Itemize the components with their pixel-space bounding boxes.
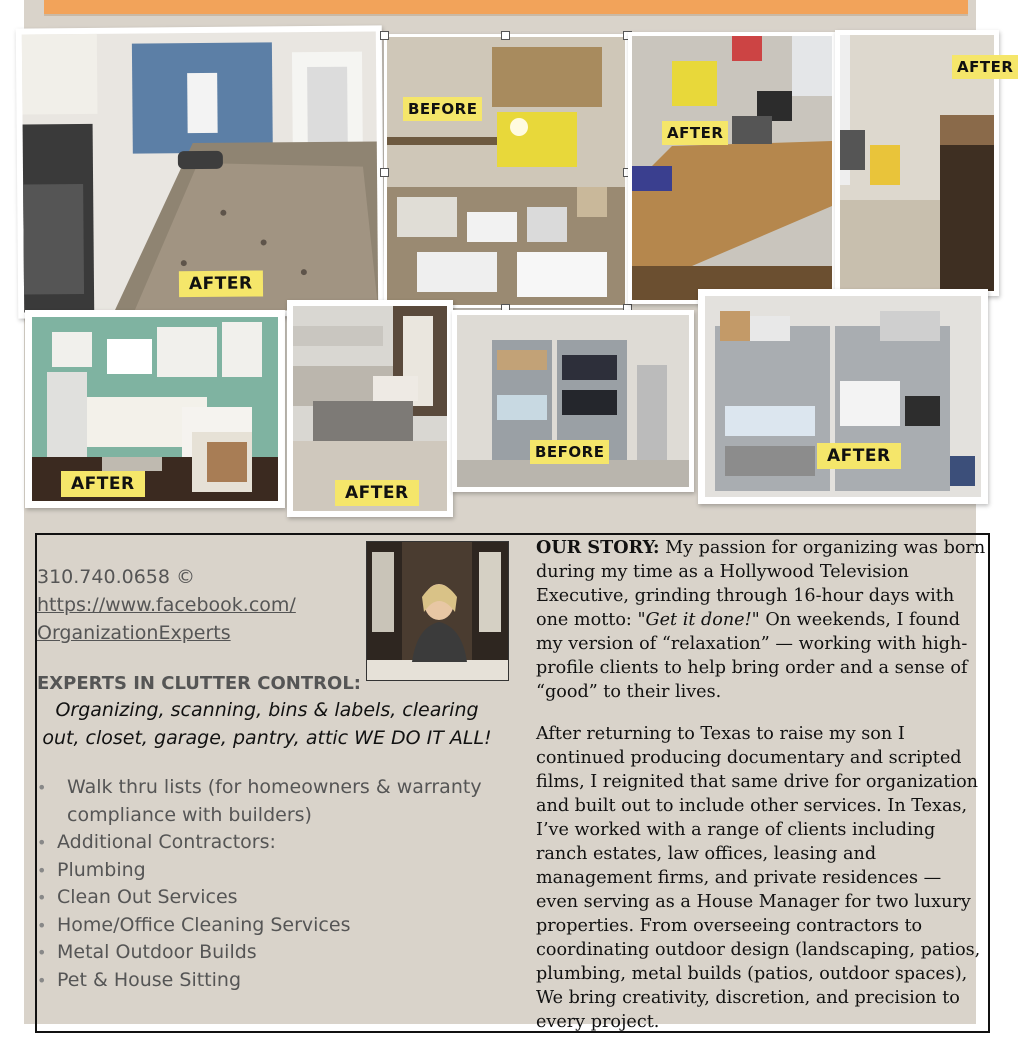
story-paragraph-1 (536, 536, 986, 704)
office-before-illustration (387, 37, 625, 305)
kitchen-workspace-image (293, 306, 447, 511)
owner-portrait (366, 541, 509, 681)
list-item: • Home/Office Cleaning Services (37, 912, 497, 940)
list-item: • Walk thru lists (for homeowners & warranty compliance with builders) (37, 774, 497, 829)
selection-handle[interactable] (380, 168, 389, 177)
tag-after: AFTER (817, 443, 901, 469)
phone-number[interactable]: 310.740.0658 © (37, 566, 196, 588)
list-item: • Pet & House Sitting (37, 967, 497, 995)
tag-after: AFTER (335, 480, 419, 506)
portrait-illustration (367, 542, 508, 680)
selection-handle[interactable] (501, 31, 510, 40)
tag-after: AFTER (952, 55, 1018, 79)
garage-after-image (705, 296, 981, 497)
kitchen-island-image (22, 31, 378, 312)
list-item: • Plumbing (37, 857, 497, 885)
photo-office-after (628, 32, 836, 304)
garage-before-image (457, 315, 689, 487)
photo-garage-after (698, 289, 988, 504)
hallway-after-image (840, 35, 1014, 291)
tag-after: AFTER (179, 270, 263, 297)
tag-before: BEFORE (530, 440, 609, 464)
photo-garage-before (452, 310, 694, 492)
office-after-illustration (632, 36, 832, 300)
facebook-link-line2[interactable]: OrganizationExperts (37, 622, 231, 644)
photo-office-before (384, 34, 628, 308)
our-story (536, 536, 986, 1052)
photo-kitchen-island (16, 25, 385, 318)
photo-hallway-after (835, 30, 1014, 296)
tag-after: AFTER (662, 121, 728, 145)
photo-teal-kitchen (25, 310, 285, 508)
list-item: • Clean Out Services (37, 884, 497, 912)
top-banner (44, 0, 968, 16)
story-text: On weekends, I found my version of “relaxation” — working with high-profile clients to help bring order and a sense of “good” to their lives. (536, 610, 968, 702)
list-item: • Additional Contractors: (37, 829, 497, 857)
story-title: OUR STORY: (536, 537, 660, 558)
office-before-image (387, 37, 625, 305)
services-list (37, 774, 497, 994)
selection-handle[interactable] (380, 31, 389, 40)
experts-description: Organizing, scanning, bins & labels, clearing out, closet, garage, pantry, attic WE DO IT ALL! (42, 699, 492, 749)
story-paragraph-2: After returning to Texas to raise my son I continued producing documentary and scripted films, I reignited that same drive for organization and built out to include other services. In Texas, I’ve worked with a range of clients including ranch estates, law offices, leasing and management firms, and private residences — even serving as a House Manager for two luxury properties. From overseeing contractors to coordinating outdoor design (landscaping, patios, plumbing, metal builds (patios, outdoor spaces), We bring creativity, discretion, and precision to every project. (536, 724, 981, 1032)
office-after-image (632, 36, 832, 300)
experts-title: EXPERTS IN CLUTTER CONTROL: (37, 673, 361, 694)
photo-kitchen-workspace (287, 300, 453, 517)
teal-kitchen-image (32, 317, 278, 501)
story-quote: "Get it done!" (637, 610, 760, 630)
tag-after: AFTER (61, 471, 145, 497)
facebook-link-line1[interactable]: https://www.facebook.com/ (37, 594, 296, 616)
tag-before: BEFORE (403, 97, 482, 121)
story-text: My passion for organizing was born during my time as a Hollywood Television Executive, grinding through 16-hour days with one motto: (536, 538, 986, 630)
list-item: • Metal Outdoor Builds (37, 939, 497, 967)
